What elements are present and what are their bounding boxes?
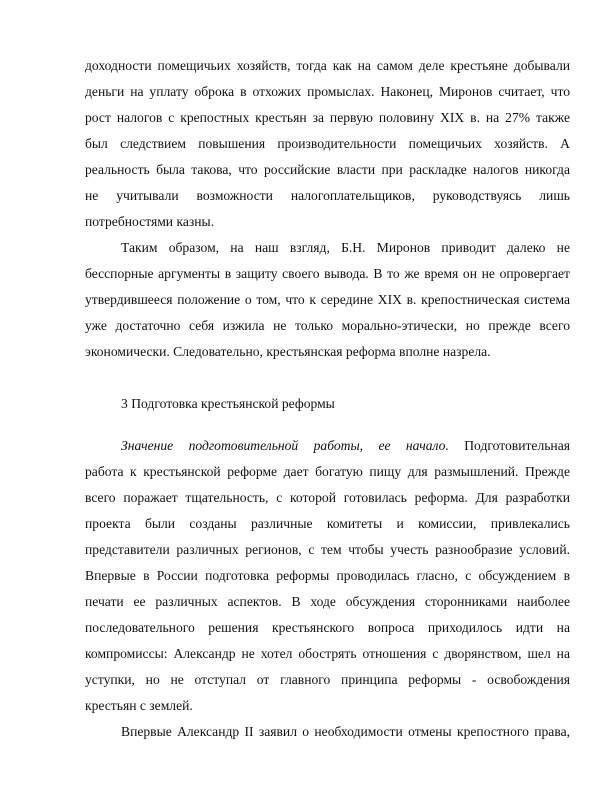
first-line-rest: Подготовительная [448, 438, 570, 453]
paragraph-first-line: Впервые Александр II заявил о необходимости отмены крепостного права, [121, 724, 570, 739]
text-line: печати ее различных аспектов. В ходе обсуждения сторонниками наиболее [85, 594, 570, 609]
text-line: реальность была такова, что российские власти при раскладке налогов никогда [85, 162, 570, 177]
text-line: работа к крестьянской реформе дает богатую пищу для размышлений. Прежде [85, 464, 570, 479]
text-line: последовательного решения крестьянского вопроса приходилось идти на [85, 620, 570, 635]
paragraph-first-line [121, 437, 570, 455]
text-line: уже достаточно себя изжила не только морально-этически, но прежде всего [85, 318, 570, 333]
text-line: уступки, но не отступал от главного принципа реформы - освобождения [85, 672, 570, 687]
text-line: не учитывали возможности налогоплательщиков, руководствуясь лишь [85, 188, 570, 203]
text-line: крестьян с землей. [85, 698, 193, 713]
lead-italic-phrase: Значение подготовительной работы, ее начало. [121, 438, 449, 453]
text-line: потребностями казны. [85, 214, 215, 229]
paragraph-first-line: Таким образом, на наш взгляд, Б.Н. Миронов приводит далеко не [121, 240, 570, 255]
text-line: экономически. Следовательно, крестьянская реформа вполне назрела. [85, 344, 491, 359]
text-line: всего поражает тщательность, с которой готовилась реформа. Для разработки [85, 490, 570, 505]
text-line: рост налогов с крепостных крестьян за первую половину XIX в. на 27% также [85, 110, 570, 125]
text-line: проекта были созданы различные комитеты и комиссии, привлекались [85, 516, 570, 531]
text-line: представители различных регионов, с тем чтобы учесть разнообразие условий. [85, 542, 570, 557]
text-line: был следствием повышения производительности помещичьих хозяйств. А [85, 136, 570, 151]
text-line: Впервые в России подготовка реформы проводилась гласно, с обсуждением в [85, 568, 570, 583]
text-line: бесспорные аргументы в защиту своего вывода. В то же время он не опровергает [85, 266, 570, 281]
text-line: деньги на уплату оброка в отхожих промыслах. Наконец, Миронов считает, что [85, 84, 570, 99]
text-line: доходности помещичьих хозяйств, тогда как на самом деле крестьяне добывали [85, 58, 570, 73]
text-line: компромиссы: Александр не хотел обострять отношения с дворянством, шел на [85, 646, 570, 661]
section-heading: 3 Подготовка крестьянской реформы [121, 396, 335, 411]
text-line: утвердившееся положение о том, что к середине XIX в. крепостническая система [85, 292, 570, 307]
